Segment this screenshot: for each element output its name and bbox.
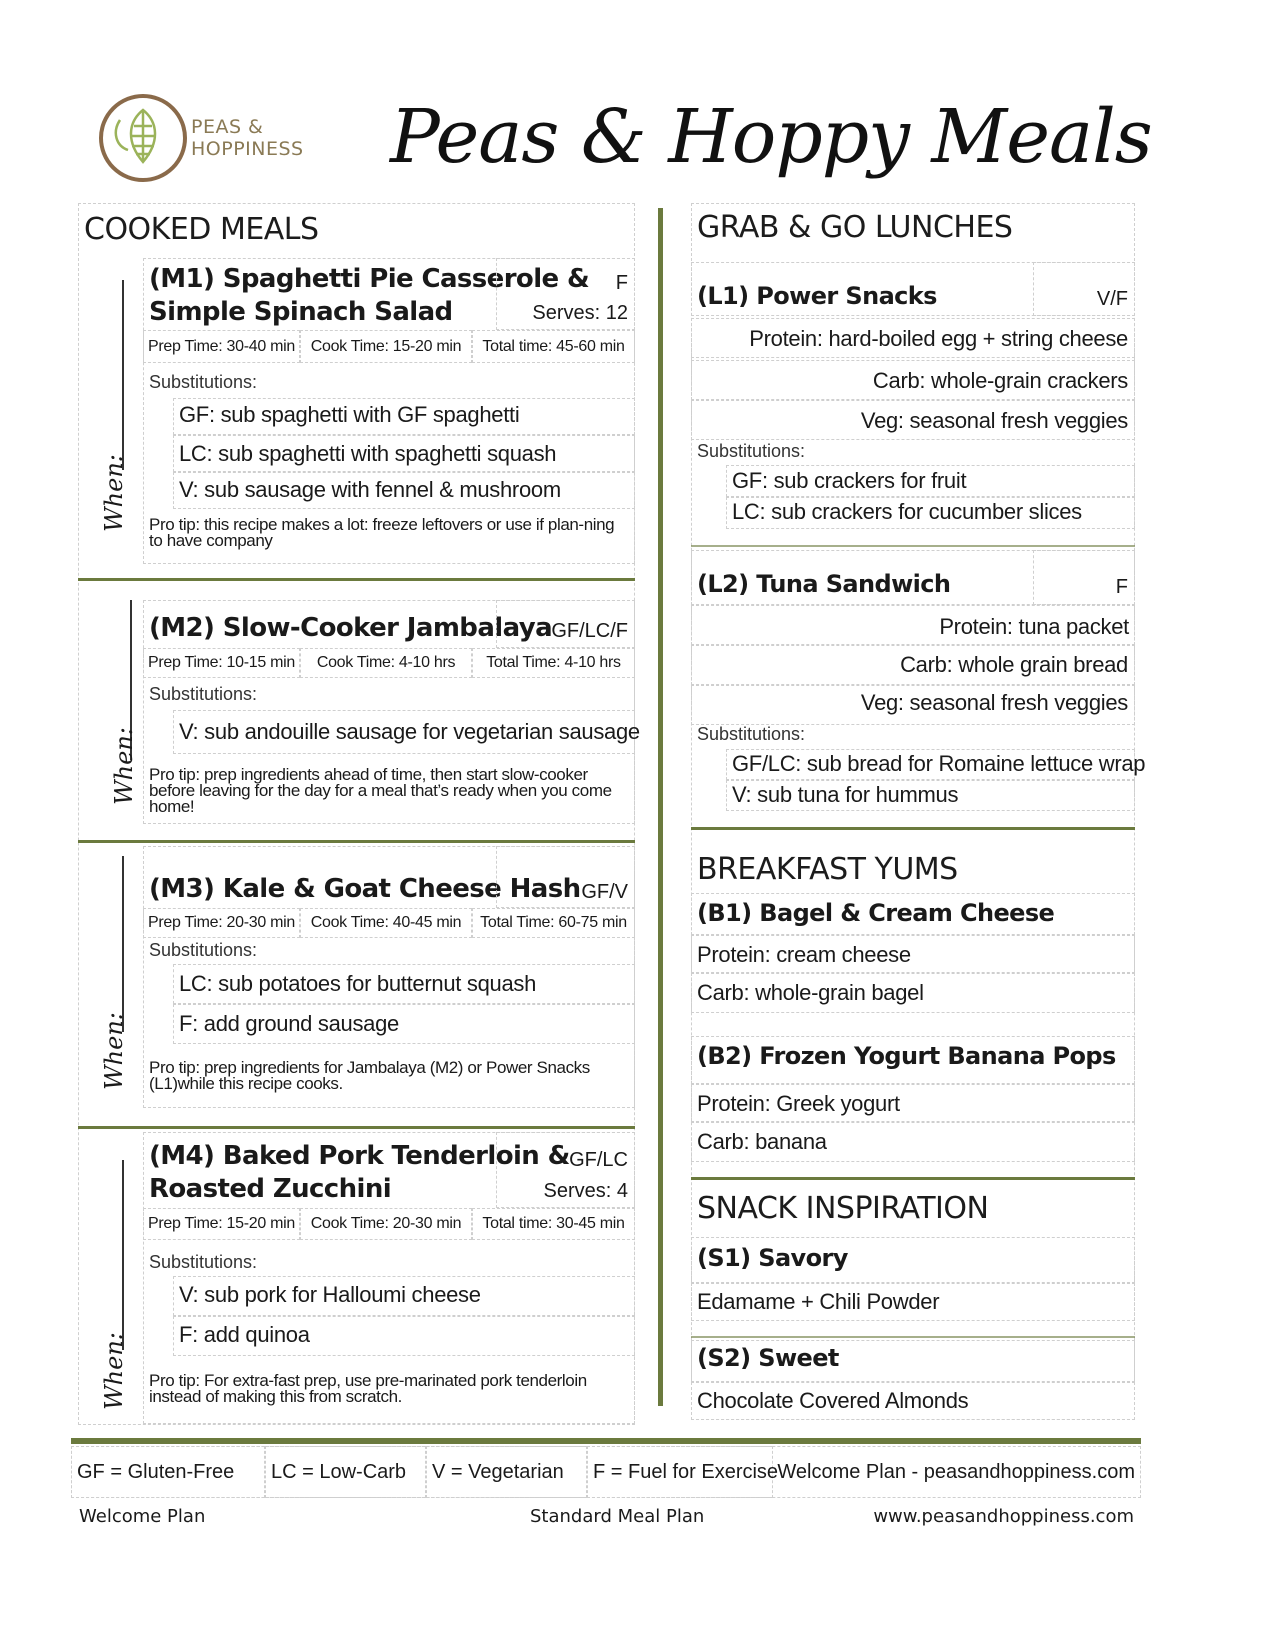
cook-time: Cook Time: 4-10 hrs — [300, 648, 472, 678]
meal-separator — [78, 840, 635, 843]
snacks-heading: SNACK INSPIRATION — [697, 1191, 989, 1226]
meal-title-line: Roasted Zucchini — [149, 1174, 392, 1204]
section-separator — [691, 1336, 1135, 1338]
when-line — [122, 280, 124, 470]
substitution-item: LC: sub potatoes for butternut squash — [179, 971, 537, 996]
veg-line: Veg: seasonal fresh veggies — [860, 690, 1128, 715]
when-line — [122, 856, 124, 1032]
substitutions-label: Substitutions: — [697, 441, 806, 461]
lunch-title-l2: (L2) Tuna Sandwich — [697, 570, 951, 598]
carb-line: Carb: whole-grain bagel — [697, 980, 924, 1005]
substitutions-label: Substitutions: — [697, 724, 806, 744]
lunch-title-l1: (L1) Power Snacks — [697, 282, 937, 310]
substitutions-label: Substitutions: — [149, 684, 258, 704]
substitution-item: V: sub pork for Halloumi cheese — [179, 1282, 481, 1307]
cooked-meals-heading: COOKED MEALS — [84, 212, 319, 247]
footer-left: Welcome Plan — [79, 1506, 206, 1527]
cook-time: Cook Time: 40-45 min — [300, 908, 472, 938]
diet-tag: GF/LC — [569, 1149, 628, 1171]
substitution-item: LC: sub spaghetti with spaghetti squash — [179, 441, 557, 466]
cook-time: Cook Time: 15-20 min — [300, 330, 472, 363]
substitutions-label: Substitutions: — [149, 372, 258, 392]
section-separator — [691, 827, 1135, 830]
page-title: Peas & Hoppy Meals — [390, 94, 1152, 180]
serves-label: Serves: 4 — [543, 1180, 628, 1202]
section-separator — [691, 545, 1135, 547]
hop-icon — [98, 90, 188, 186]
total-time: Total Time: 60-75 min — [472, 908, 635, 938]
veg-line: Veg: seasonal fresh veggies — [860, 408, 1128, 433]
protein-line: Protein: hard-boiled egg + string cheese — [749, 326, 1128, 351]
diet-tag: F — [1115, 576, 1128, 598]
prep-time: Prep Time: 30-40 min — [143, 330, 300, 363]
substitutions-label: Substitutions: — [149, 1252, 258, 1272]
protein-line: Protein: tuna packet — [939, 614, 1129, 639]
logo-line-2: HOPPINESS — [191, 138, 304, 160]
total-time: Total time: 30-45 min — [472, 1208, 635, 1240]
substitution-item: F: add quinoa — [179, 1322, 310, 1347]
pro-tip: Pro tip: For extra-fast prep, use pre-marinated pork tenderloin instead of making this from scratch. — [149, 1371, 587, 1406]
substitutions-label: Substitutions: — [149, 940, 258, 960]
carb-line: Carb: whole grain bread — [900, 652, 1128, 677]
column-divider — [658, 208, 663, 1406]
substitution-item: GF: sub spaghetti with GF spaghetti — [179, 402, 520, 427]
legend-gf: GF = Gluten-Free — [77, 1461, 235, 1483]
meal-title-line: (M1) Spaghetti Pie Casserole & — [149, 264, 590, 294]
substitution-item: LC: sub crackers for cucumber slices — [732, 499, 1082, 524]
protein-line: Protein: cream cheese — [697, 942, 911, 967]
footer-center: Standard Meal Plan — [530, 1506, 705, 1527]
total-time: Total time: 45-60 min — [472, 330, 635, 363]
breakfast-title-b1: (B1) Bagel & Cream Cheese — [697, 899, 1055, 927]
meal-title-line: Simple Spinach Salad — [149, 297, 453, 327]
logo-line-1: PEAS & — [191, 116, 264, 138]
legend-top-rule — [71, 1438, 1141, 1444]
prep-time: Prep Time: 20-30 min — [143, 908, 300, 938]
footer-right[interactable]: www.peasandhoppiness.com — [873, 1506, 1134, 1527]
diet-tag: F — [615, 272, 628, 294]
brand-logo — [98, 90, 304, 186]
legend-v: V = Vegetarian — [432, 1461, 564, 1483]
substitution-item: V: sub andouille sausage for vegetarian sausage — [179, 719, 640, 744]
logo-text — [191, 116, 304, 160]
pro-tip: Pro tip: prep ingredients ahead of time, then start slow-cooker before leaving for the day for a meal that’s ready when you come home! — [149, 765, 612, 816]
meal-separator — [78, 578, 635, 581]
prep-time: Prep Time: 15-20 min — [143, 1208, 300, 1240]
protein-line: Protein: Greek yogurt — [697, 1091, 900, 1116]
pro-tip: Pro tip: this recipe makes a lot: freeze leftovers or use if plan-ning to have company — [149, 515, 615, 550]
snack-title-s1: (S1) Savory — [697, 1244, 848, 1272]
substitution-item: V: sub tuna for hummus — [732, 782, 959, 807]
legend-lc: LC = Low-Carb — [271, 1461, 407, 1483]
lunches-heading: GRAB & GO LUNCHES — [697, 210, 1013, 245]
breakfast-title-b2: (B2) Frozen Yogurt Banana Pops — [697, 1042, 1116, 1070]
meal-title-m3: (M3) Kale & Goat Cheese Hash — [149, 874, 581, 904]
substitution-item: F: add ground sausage — [179, 1011, 399, 1036]
substitution-item: V: sub sausage with fennel & mushroom — [179, 477, 561, 502]
meal-title-line: (M4) Baked Pork Tenderloin & — [149, 1141, 570, 1171]
diet-tag: GF/LC/F — [551, 620, 628, 642]
when-label: When: — [110, 727, 138, 805]
section-separator — [691, 1177, 1135, 1180]
when-label: When: — [100, 454, 128, 532]
serves-label: Serves: 12 — [532, 302, 628, 324]
substitution-item: GF/LC: sub bread for Romaine lettuce wrap — [732, 751, 1146, 776]
snack-text: Edamame + Chili Powder — [697, 1289, 940, 1314]
carb-line: Carb: banana — [697, 1129, 827, 1154]
when-line — [122, 1160, 124, 1350]
snack-title-s2: (S2) Sweet — [697, 1344, 839, 1372]
prep-time: Prep Time: 10-15 min — [143, 648, 300, 678]
meal-separator — [78, 1126, 635, 1129]
pro-tip: Pro tip: prep ingredients for Jambalaya (M2) or Power Snacks (L1)while this recipe cooks. — [149, 1058, 590, 1093]
when-label: When: — [100, 1332, 128, 1410]
substitution-item: GF: sub crackers for fruit — [732, 468, 967, 493]
diet-tag: V/F — [1096, 288, 1128, 310]
snack-text: Chocolate Covered Almonds — [697, 1388, 969, 1413]
legend-f: F = Fuel for Exercise — [593, 1461, 779, 1483]
breakfast-heading: BREAKFAST YUMS — [697, 852, 958, 887]
meal-title-m2: (M2) Slow-Cooker Jambalaya — [149, 613, 553, 643]
when-label: When: — [100, 1012, 128, 1090]
cook-time: Cook Time: 20-30 min — [300, 1208, 472, 1240]
total-time: Total Time: 4-10 hrs — [472, 648, 635, 678]
diet-tag: GF/V — [581, 881, 628, 903]
legend-site: Welcome Plan - peasandhoppiness.com — [777, 1461, 1135, 1483]
carb-line: Carb: whole-grain crackers — [872, 368, 1128, 393]
